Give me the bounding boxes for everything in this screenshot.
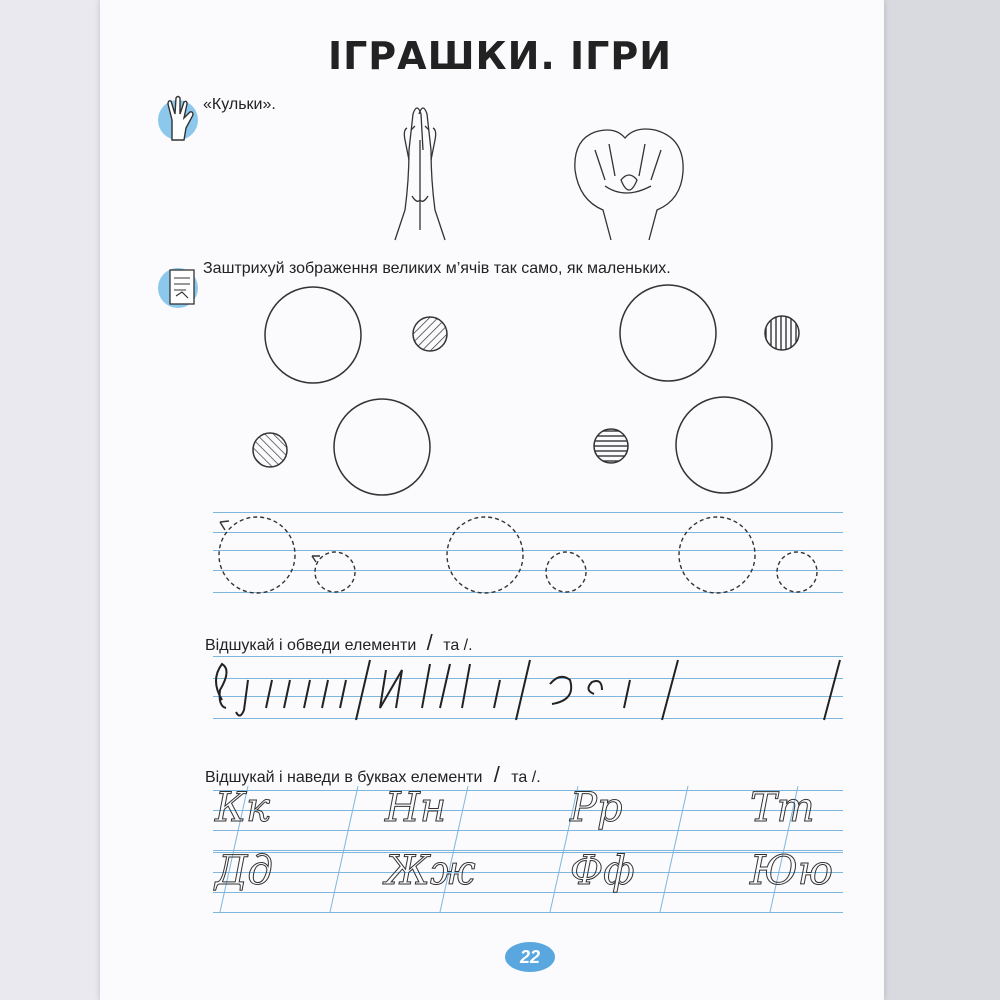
find-trace-instruction-2: Відшукай і наведи в буквах елементи / та /.	[205, 762, 541, 787]
big-ball	[334, 399, 430, 495]
small-ball-hatched	[413, 317, 447, 351]
game-label: «Кульки».	[203, 96, 276, 113]
big-ball	[676, 397, 772, 493]
letter-pairs	[210, 780, 850, 920]
letter-pair: Жж	[385, 848, 476, 894]
find-trace-instruction-1: Відшукай і обведи елементи / та /.	[205, 630, 473, 655]
small-ball-hatched	[594, 429, 628, 463]
cursive-elements-row	[200, 650, 850, 730]
letter-pair: Юю	[750, 848, 833, 894]
letter-pair: Кк	[215, 785, 270, 831]
slash-element-icon: /	[426, 630, 433, 655]
dotted-circles	[0, 500, 1000, 610]
shade-instruction: Заштрихуй зображення великих м’ячів так само, як маленьких.	[203, 260, 671, 277]
big-ball	[620, 285, 716, 381]
slash-element-icon: /	[493, 762, 500, 787]
letter-pair: Нн	[385, 785, 447, 831]
small-ball-hatched	[253, 433, 287, 467]
page-title: ІГРАШКИ. ІГРИ	[327, 34, 673, 78]
small-ball-hatched	[765, 316, 799, 350]
letter-pair: Рр	[570, 785, 623, 831]
letter-pair: Фф	[570, 848, 635, 894]
letter-pair: Дд	[215, 848, 273, 894]
page-number: 22	[505, 942, 555, 972]
big-ball	[265, 287, 361, 383]
letter-pair: Тт	[750, 785, 815, 831]
